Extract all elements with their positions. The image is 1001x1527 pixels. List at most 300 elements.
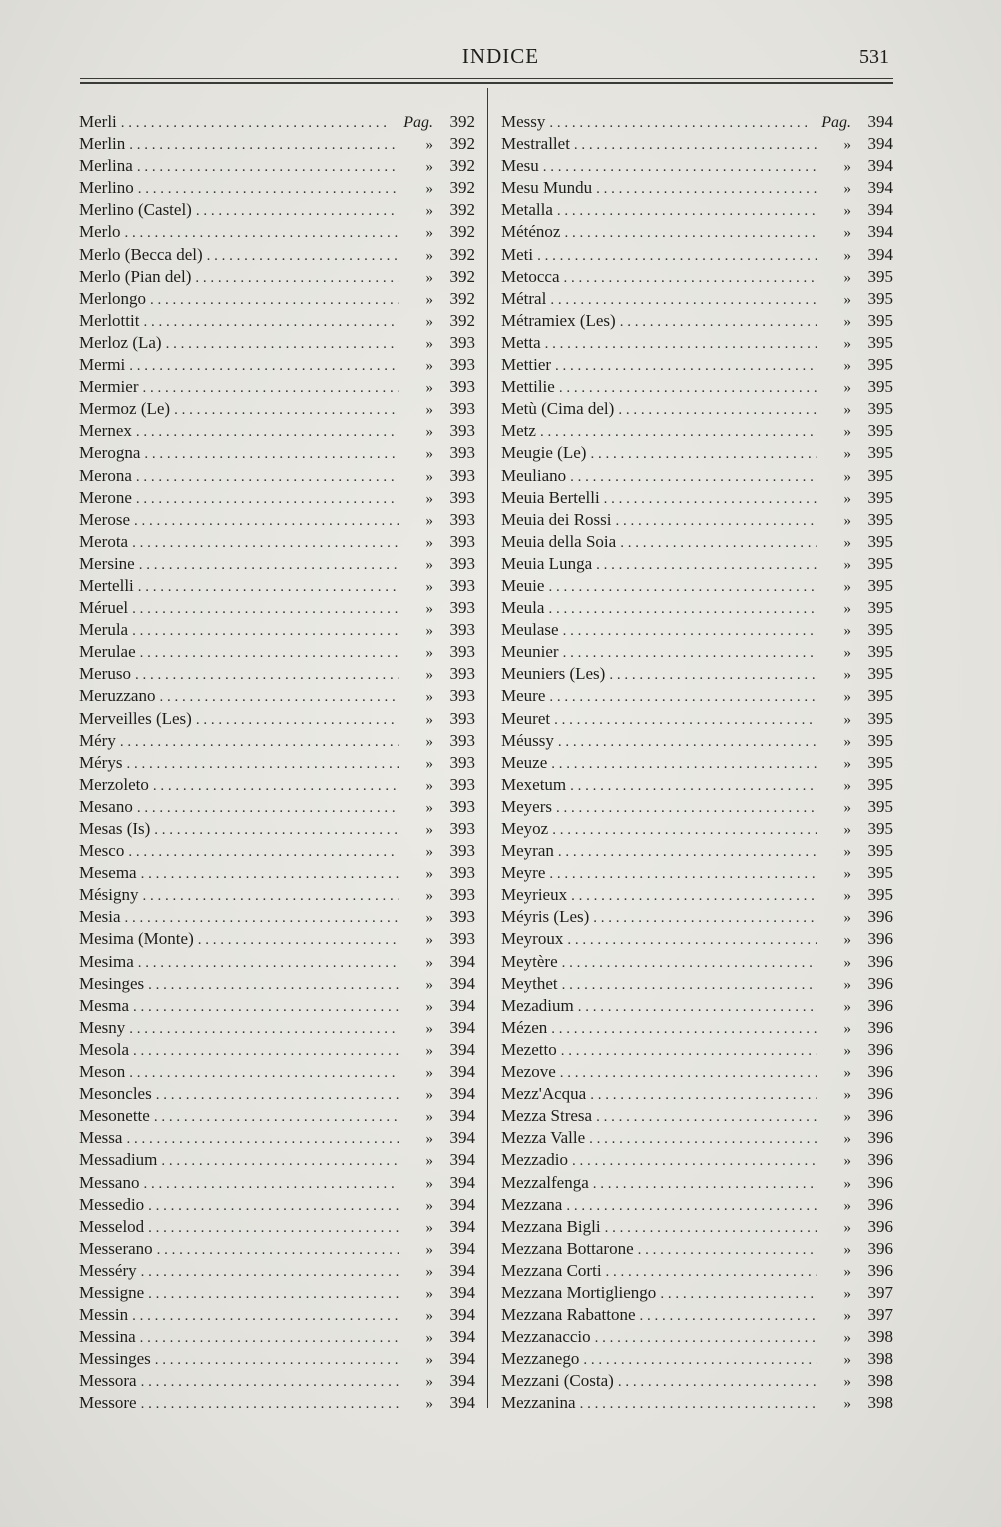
page-mark: » <box>425 1153 433 1170</box>
dot-leader <box>141 1264 399 1281</box>
page-mark: » <box>425 689 433 706</box>
entry-name: Merlino <box>79 178 134 198</box>
entry-page-number: 395 <box>867 730 893 750</box>
entry-page-number: 393 <box>449 509 475 529</box>
entry-name: Mesma <box>79 995 130 1015</box>
page-mark: » <box>843 1153 851 1170</box>
dot-leader <box>156 1087 399 1104</box>
dot-leader <box>558 734 817 751</box>
index-entry <box>79 134 475 156</box>
entry-name: Meyran <box>501 841 554 861</box>
entry-name: Métral <box>501 288 547 308</box>
dot-leader <box>616 513 818 530</box>
entry-name: Mezzana <box>501 1194 563 1214</box>
entry-name: Meyre <box>501 863 546 883</box>
dot-leader <box>549 866 817 883</box>
entry-name: Messigne <box>79 1282 145 1302</box>
page-mark: » <box>425 137 433 154</box>
entry-page-number: 395 <box>867 686 893 706</box>
page-mark: » <box>425 1197 433 1214</box>
index-entry <box>79 642 475 664</box>
index-entry <box>79 819 475 841</box>
page-mark: » <box>425 1308 433 1325</box>
entry-name: Mezzadio <box>501 1150 569 1170</box>
page-mark: » <box>425 468 433 485</box>
dot-leader <box>174 402 399 419</box>
entry-page-number: 398 <box>867 1393 893 1413</box>
dot-leader <box>566 1198 817 1215</box>
dot-leader <box>153 778 399 795</box>
index-entry <box>79 200 475 222</box>
index-entry <box>501 819 893 841</box>
index-entry <box>501 1018 893 1040</box>
entry-name: Mezzanaccio <box>501 1327 591 1347</box>
dot-leader <box>571 888 817 905</box>
entry-page-number: 394 <box>449 1017 475 1037</box>
entry-page-number: 394 <box>449 1106 475 1126</box>
entry-name: Merzoleto <box>79 774 149 794</box>
index-entry <box>79 686 475 708</box>
entry-name: Méyris (Les) <box>501 907 590 927</box>
entry-name: Merlottit <box>79 310 140 330</box>
index-entry <box>79 1128 475 1150</box>
index-entry <box>79 952 475 974</box>
dot-leader <box>195 270 399 287</box>
page-mark: » <box>843 1087 851 1104</box>
entry-page-number: 395 <box>867 288 893 308</box>
entry-name: Meuia dei Rossi <box>501 509 612 529</box>
dot-leader <box>132 623 399 640</box>
dot-leader <box>556 800 817 817</box>
dot-leader <box>135 667 399 684</box>
entry-page-number: 396 <box>867 973 893 993</box>
dot-leader <box>609 667 817 684</box>
index-entry <box>501 510 893 532</box>
entry-page-number: 398 <box>867 1349 893 1369</box>
page-mark: » <box>425 446 433 463</box>
page-mark: » <box>843 291 851 308</box>
entry-name: Mezzana Bigli <box>501 1216 601 1236</box>
page-mark: Pag. <box>821 114 851 131</box>
entry-page-number: 392 <box>449 310 475 330</box>
index-entry <box>79 289 475 311</box>
page-mark: » <box>425 910 433 927</box>
page-mark: » <box>425 225 433 242</box>
index-entry <box>79 1327 475 1349</box>
entry-page-number: 392 <box>449 244 475 264</box>
index-entry <box>501 443 893 465</box>
page-mark: » <box>425 313 433 330</box>
entry-page-number: 394 <box>867 178 893 198</box>
dot-leader <box>620 535 817 552</box>
entry-page-number: 393 <box>449 332 475 352</box>
index-entry <box>79 333 475 355</box>
page-mark: » <box>425 335 433 352</box>
index-entry <box>501 156 893 178</box>
index-entry <box>501 178 893 200</box>
index-entry <box>501 488 893 510</box>
index-entry <box>79 532 475 554</box>
dot-leader <box>159 689 399 706</box>
entry-page-number: 395 <box>867 487 893 507</box>
index-entry <box>501 355 893 377</box>
page-mark: » <box>843 269 851 286</box>
dot-leader <box>132 1308 399 1325</box>
entry-name: Mestrallet <box>501 134 570 154</box>
index-entry <box>501 1305 893 1327</box>
entry-name: Messéry <box>79 1260 137 1280</box>
index-entry <box>501 664 893 686</box>
entry-page-number: 396 <box>867 1172 893 1192</box>
entry-name: Messora <box>79 1371 137 1391</box>
index-entry <box>79 1018 475 1040</box>
dot-leader <box>590 1087 817 1104</box>
entry-page-number: 394 <box>449 951 475 971</box>
page-mark: » <box>425 1352 433 1369</box>
page-mark: » <box>425 1396 433 1413</box>
entry-name: Mesonette <box>79 1106 150 1126</box>
index-entry <box>79 112 475 134</box>
page-mark: » <box>425 1109 433 1126</box>
page-mark: » <box>425 358 433 375</box>
entry-page-number: 398 <box>867 1327 893 1347</box>
index-entry <box>79 885 475 907</box>
dot-leader <box>570 778 817 795</box>
entry-page-number: 395 <box>867 796 893 816</box>
entry-name: Mesano <box>79 796 133 816</box>
entry-name: Mesny <box>79 1017 126 1037</box>
page-mark: » <box>425 976 433 993</box>
index-entry <box>79 1305 475 1327</box>
index-entry <box>79 156 475 178</box>
dot-leader <box>134 513 399 530</box>
index-entry <box>79 709 475 731</box>
entry-name: Merli <box>79 112 117 131</box>
entry-name: Mezzana Corti <box>501 1260 602 1280</box>
page-mark: » <box>425 866 433 883</box>
entry-page-number: 395 <box>867 399 893 419</box>
index-entry <box>501 399 893 421</box>
entry-name: Mesu Mundu <box>501 178 593 198</box>
entry-name: Meson <box>79 1062 126 1082</box>
page-mark: » <box>843 446 851 463</box>
entry-name: Merogna <box>79 443 141 463</box>
entry-name: Meythet <box>501 973 558 993</box>
entry-page-number: 394 <box>449 1238 475 1258</box>
entry-name: Merulae <box>79 642 136 662</box>
page-mark: » <box>843 667 851 684</box>
entry-page-number: 398 <box>867 1371 893 1391</box>
dot-leader <box>563 623 817 640</box>
entry-page-number: 396 <box>867 1084 893 1104</box>
entry-name: Meure <box>501 686 546 706</box>
entry-page-number: 395 <box>867 819 893 838</box>
entry-page-number: 395 <box>867 553 893 573</box>
page-mark: » <box>843 1352 851 1369</box>
dot-leader <box>605 1220 817 1237</box>
entry-name: Mezzanina <box>501 1393 576 1413</box>
dot-leader <box>140 1330 399 1347</box>
entry-page-number: 393 <box>449 841 475 861</box>
dot-leader <box>129 1021 399 1038</box>
page-mark: » <box>843 1109 851 1126</box>
index-entry <box>501 112 893 134</box>
dot-leader <box>537 248 817 265</box>
dot-leader <box>138 579 399 596</box>
index-entry <box>79 1040 475 1062</box>
entry-page-number: 394 <box>867 134 893 154</box>
page-mark: » <box>425 1042 433 1059</box>
index-entry <box>79 1150 475 1172</box>
dot-leader <box>143 1176 399 1193</box>
entry-name: Merlino (Castel) <box>79 200 192 220</box>
entry-page-number: 392 <box>449 134 475 154</box>
entry-name: Meunier <box>501 642 559 662</box>
index-entry <box>79 797 475 819</box>
entry-page-number: 395 <box>867 863 893 883</box>
dot-leader <box>137 159 399 176</box>
entry-page-number: 396 <box>867 1128 893 1148</box>
page-mark: » <box>425 247 433 264</box>
page-mark: » <box>843 645 851 662</box>
dot-leader <box>595 1330 817 1347</box>
entry-name: Mézen <box>501 1017 548 1037</box>
entry-page-number: 394 <box>449 973 475 993</box>
index-entry <box>501 1239 893 1261</box>
entry-name: Metta <box>501 332 541 352</box>
entry-page-number: 395 <box>867 708 893 728</box>
page-mark: » <box>425 932 433 949</box>
entry-name: Meyroux <box>501 929 564 949</box>
page-mark: » <box>843 490 851 507</box>
page-mark: » <box>843 556 851 573</box>
index-entry <box>79 443 475 465</box>
index-entry <box>501 554 893 576</box>
page-mark: » <box>843 689 851 706</box>
dot-leader <box>596 1109 817 1126</box>
entry-page-number: 394 <box>449 1349 475 1369</box>
entry-page-number: 395 <box>867 620 893 640</box>
page-mark: » <box>425 777 433 794</box>
entry-name: Meti <box>501 244 534 264</box>
index-entry <box>501 1040 893 1062</box>
dot-leader <box>125 910 399 927</box>
entry-name: Meuret <box>501 708 551 728</box>
entry-page-number: 395 <box>867 509 893 529</box>
index-entry <box>501 907 893 929</box>
dot-leader <box>154 1109 399 1126</box>
dot-leader <box>142 380 399 397</box>
entry-page-number: 394 <box>867 156 893 176</box>
entry-page-number: 393 <box>449 487 475 507</box>
entry-name: Mermier <box>79 377 139 397</box>
entry-name: Merveilles (Les) <box>79 708 192 728</box>
index-entry <box>501 974 893 996</box>
dot-leader <box>561 1043 817 1060</box>
page-mark: » <box>843 844 851 861</box>
entry-page-number: 393 <box>449 443 475 463</box>
dot-leader <box>564 270 817 287</box>
entry-name: Merose <box>79 509 130 529</box>
entry-name: Merota <box>79 531 129 551</box>
page-mark: » <box>425 490 433 507</box>
entry-page-number: 394 <box>867 222 893 242</box>
page-mark: » <box>843 1020 851 1037</box>
entry-page-number: 394 <box>449 1084 475 1104</box>
index-entry <box>79 311 475 333</box>
page-mark: » <box>425 1087 433 1104</box>
entry-name: Merula <box>79 620 129 640</box>
entry-page-number: 394 <box>449 1371 475 1391</box>
index-entry <box>79 1283 475 1305</box>
index-entry <box>501 200 893 222</box>
index-entry <box>79 907 475 929</box>
entry-name: Merlongo <box>79 288 147 308</box>
entry-name: Merone <box>79 487 132 507</box>
entry-name: Messadium <box>79 1150 158 1170</box>
entry-name: Messano <box>79 1172 140 1192</box>
dot-leader <box>161 1153 399 1170</box>
entry-page-number: 395 <box>867 355 893 375</box>
entry-page-number: 393 <box>449 598 475 618</box>
entry-page-number: 393 <box>449 664 475 684</box>
dot-leader <box>596 557 817 574</box>
entry-page-number: 396 <box>867 929 893 949</box>
dot-leader <box>640 1308 817 1325</box>
index-entry <box>79 863 475 885</box>
page-mark: » <box>425 888 433 905</box>
index-entry <box>501 731 893 753</box>
index-entry <box>501 929 893 951</box>
page-mark: » <box>425 799 433 816</box>
entry-page-number: 394 <box>867 112 893 131</box>
dot-leader <box>550 292 817 309</box>
entry-name: Mesoncles <box>79 1084 152 1104</box>
page-mark: » <box>843 910 851 927</box>
index-entry <box>501 709 893 731</box>
dot-leader <box>564 225 817 242</box>
entry-page-number: 394 <box>449 995 475 1015</box>
index-entry <box>79 664 475 686</box>
dot-leader <box>548 579 817 596</box>
page-mark: » <box>843 1263 851 1280</box>
entry-page-number: 392 <box>449 156 475 176</box>
entry-page-number: 394 <box>449 1260 475 1280</box>
entry-page-number: 396 <box>867 1260 893 1280</box>
page-mark: » <box>843 1285 851 1302</box>
index-entry <box>501 620 893 642</box>
dot-leader <box>125 225 399 242</box>
dot-leader <box>148 1198 399 1215</box>
dot-leader <box>136 469 399 486</box>
page-mark: » <box>425 1175 433 1192</box>
entry-name: Meuze <box>501 752 548 772</box>
entry-name: Mezetto <box>501 1039 557 1059</box>
index-entry <box>79 598 475 620</box>
dot-leader <box>543 159 817 176</box>
entry-name: Mesia <box>79 907 121 927</box>
entry-name: Mesas (Is) <box>79 819 151 838</box>
index-entry <box>79 377 475 399</box>
entry-page-number: 395 <box>867 465 893 485</box>
page-mark: » <box>425 733 433 750</box>
index-entry <box>79 1393 475 1415</box>
entry-page-number: 392 <box>449 200 475 220</box>
entry-page-number: 393 <box>449 575 475 595</box>
entry-page-number: 394 <box>449 1039 475 1059</box>
dot-leader <box>143 888 400 905</box>
index-entry <box>501 1283 893 1305</box>
index-entry <box>501 1173 893 1195</box>
entry-name: Mertelli <box>79 575 134 595</box>
index-entry <box>501 1150 893 1172</box>
entry-page-number: 396 <box>867 1106 893 1126</box>
entry-page-number: 395 <box>867 642 893 662</box>
entry-page-number: 394 <box>449 1172 475 1192</box>
dot-leader <box>140 645 399 662</box>
index-entry <box>501 532 893 554</box>
page-mark: » <box>843 954 851 971</box>
page-mark: » <box>425 291 433 308</box>
entry-name: Meytère <box>501 951 558 971</box>
page-mark: » <box>425 424 433 441</box>
index-entry <box>79 996 475 1018</box>
index-entry <box>501 222 893 244</box>
page-mark: » <box>843 1175 851 1192</box>
index-entry <box>501 134 893 156</box>
entry-name: Mersine <box>79 553 135 573</box>
index-entry <box>501 289 893 311</box>
entry-page-number: 393 <box>449 686 475 706</box>
page-mark: » <box>425 380 433 397</box>
index-entry <box>79 1239 475 1261</box>
index-entry <box>501 1371 893 1393</box>
entry-page-number: 395 <box>867 443 893 463</box>
page-mark: » <box>425 556 433 573</box>
dot-leader <box>593 910 817 927</box>
entry-page-number: 393 <box>449 620 475 640</box>
dot-leader <box>129 358 399 375</box>
dot-leader <box>618 402 817 419</box>
entry-name: Méussy <box>501 730 554 750</box>
index-entry <box>79 222 475 244</box>
entry-page-number: 394 <box>449 1216 475 1236</box>
dot-leader <box>606 1264 817 1281</box>
dot-leader <box>551 756 817 773</box>
entry-page-number: 392 <box>449 178 475 198</box>
page-mark: » <box>843 1396 851 1413</box>
entry-name: Mezza Stresa <box>501 1106 593 1126</box>
entry-page-number: 397 <box>867 1305 893 1325</box>
dot-leader <box>133 999 399 1016</box>
dot-leader <box>589 1131 817 1148</box>
index-entry <box>501 952 893 974</box>
entry-page-number: 392 <box>449 112 475 131</box>
index-entry <box>501 1349 893 1371</box>
entry-page-number: 394 <box>449 1282 475 1302</box>
dot-leader <box>620 314 817 331</box>
page-mark: » <box>425 181 433 198</box>
entry-name: Messin <box>79 1305 129 1325</box>
index-entry <box>79 620 475 642</box>
entry-name: Mesima (Monte) <box>79 929 194 949</box>
index-entry <box>79 267 475 289</box>
dot-leader <box>148 1220 399 1237</box>
index-entry <box>79 753 475 775</box>
dot-leader <box>596 181 817 198</box>
index-entry <box>79 488 475 510</box>
page-mark: » <box>843 1374 851 1391</box>
